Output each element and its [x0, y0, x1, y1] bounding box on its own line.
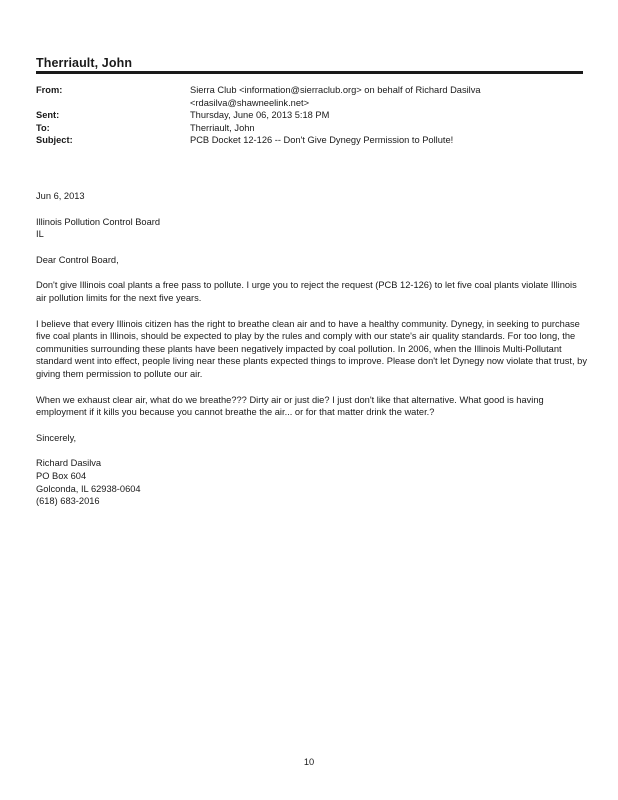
body-paragraph: Don't give Illinois coal plants a free pass to pollute. I urge you to reject the request (PCB 12-126) to let five coal plants violate Illinois air pollution limits for the next five years.	[36, 280, 577, 303]
body-paragraph: I believe that every Illinois citizen has the right to breathe clean air and to have a healthy community. Dynegy, in seeking to purchase five coal plants in Illinois, should be expected to play by the rules and comply with our state's air quality standards. For too long, the communities surrounding these plants have been negatively impacted by coal pollution. In 2006, when the Illinois Multi-Pollutant standard went into effect, people living near these plants expected things to improve. Please don't let Dynegy now violate that trust, by giving them permission to pollute our air.	[36, 318, 587, 379]
signature-line: PO Box 604	[36, 470, 87, 481]
body-paragraph: When we exhaust clear air, what do we breathe??? Dirty air or just die? I just don't like that alternative. What good is having employment if it kills you because you cannot breathe the air... or for that matter drink the water.?	[36, 394, 544, 418]
to-row	[36, 122, 596, 135]
salutation: Dear Control Board,	[36, 254, 119, 265]
subject-label: Subject:	[36, 135, 73, 146]
from-row	[36, 84, 596, 109]
to-value: Therriault, John	[190, 122, 255, 133]
signature-block	[36, 457, 588, 507]
signature-line: Golconda, IL 62938-0604	[36, 483, 141, 494]
sent-value: Thursday, June 06, 2013 5:18 PM	[190, 110, 330, 121]
signature-line: Richard Dasilva	[36, 458, 102, 469]
subject-value: PCB Docket 12-126 -- Don't Give Dynegy Permission to Pollute!	[190, 135, 454, 146]
letter-date: Jun 6, 2013	[36, 191, 85, 201]
email-body	[36, 190, 588, 508]
page-number: 10	[303, 757, 315, 767]
from-label: From:	[36, 85, 63, 95]
to-label: To:	[36, 122, 50, 133]
subject-row	[36, 134, 596, 147]
mailbox-owner-name: Therriault, John	[36, 56, 133, 70]
email-header-block	[36, 84, 596, 147]
closing: Sincerely,	[36, 432, 77, 443]
sent-label: Sent:	[36, 110, 60, 121]
recipient-line: IL	[36, 229, 44, 240]
from-value: Sierra Club <information@sierraclub.org> on behalf of Richard Dasilva <rdasilva@shawneelink.net>	[190, 85, 481, 108]
recipient-block	[36, 216, 588, 241]
signature-line: (618) 683-2016	[36, 496, 100, 507]
recipient-line: Illinois Pollution Control Board	[36, 216, 161, 227]
sent-row	[36, 109, 596, 122]
header-divider	[36, 71, 583, 74]
